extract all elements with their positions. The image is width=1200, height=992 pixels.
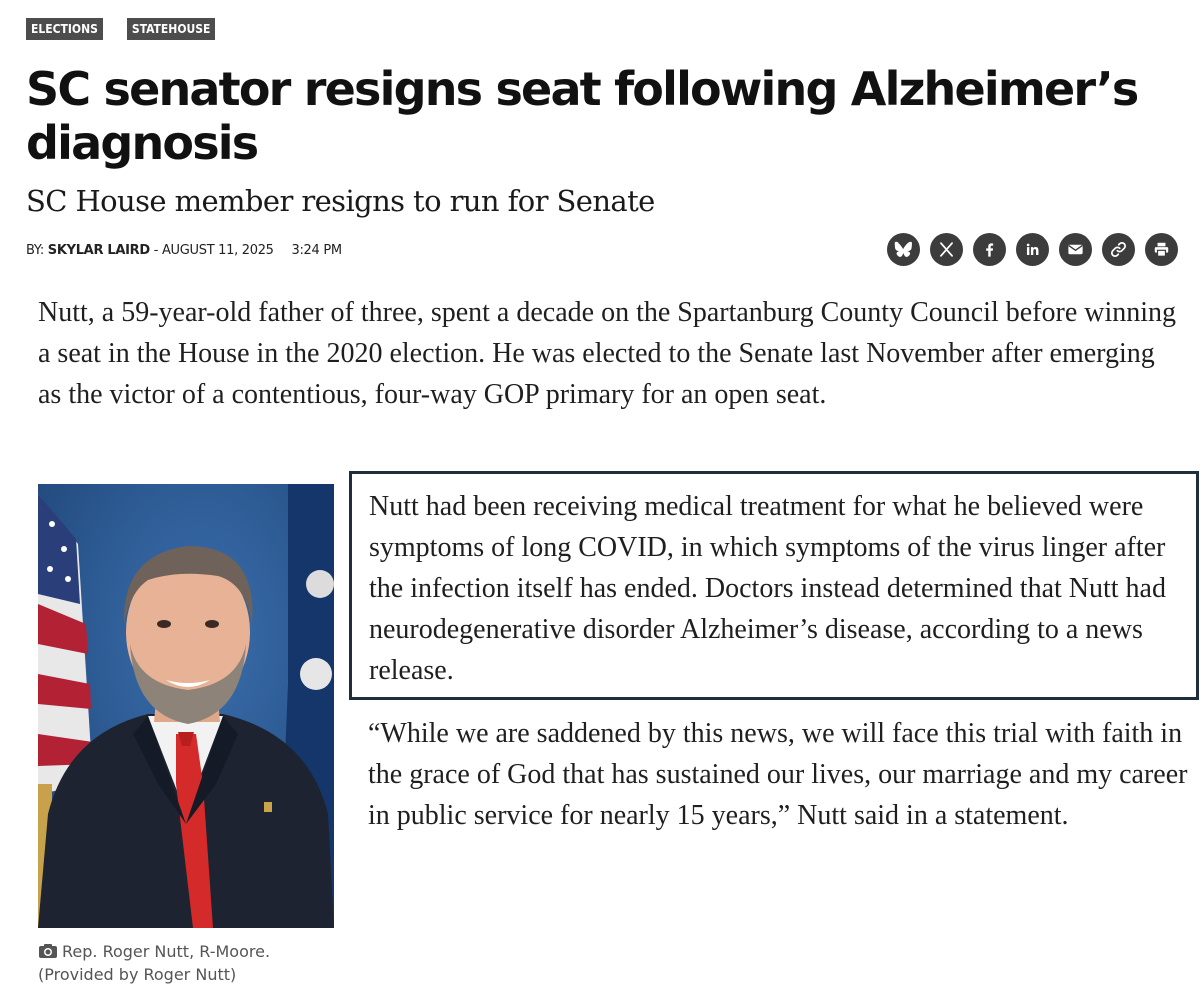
category-tags [26, 18, 215, 40]
linkedin-share-button[interactable] [1016, 233, 1049, 266]
article-headline: SC senator resigns seat following Alzheimer’s diagnosis [26, 62, 1138, 170]
copy-link-button[interactable] [1102, 233, 1135, 266]
paragraph-intro: Nutt, a 59-year-old father of three, spent a decade on the Spartanburg County Council before winning a seat in the House in the 2020 election. He was elected to the Senate last November after emerging as the victor of a contentious, four-way GOP primary for an open seat. [38, 297, 1177, 410]
linkedin-icon [1023, 240, 1042, 259]
photo-caption [38, 940, 270, 986]
tag-elections[interactable]: ELECTIONS [26, 18, 103, 40]
x-icon [937, 240, 956, 259]
byline-date: - AUGUST 11, 2025 [153, 243, 274, 258]
highlighted-callout-box [349, 471, 1199, 700]
byline-time: 3:24 PM [291, 243, 342, 258]
facebook-share-button[interactable] [973, 233, 1006, 266]
email-icon [1066, 240, 1085, 259]
tag-statehouse[interactable]: STATEHOUSE [127, 18, 216, 40]
share-toolbar [887, 233, 1178, 266]
print-icon [1152, 240, 1171, 259]
paragraph-callout: Nutt had been receiving medical treatment for what he believed were symptoms of long COVID, in which symptoms of the virus linger after the infection itself has ended. Doctors instead determined that Nutt had neurodegenerative disorder Alzheimer’s disease, according to a news release. [369, 491, 1166, 686]
paragraph-quote: “While we are saddened by this news, we will face this trial with faith in the grace of God that has sustained our lives, our marriage and my career in public service for nearly 15 years,” Nutt said in a statement. [368, 718, 1188, 831]
camera-icon [38, 943, 58, 959]
byline [26, 241, 342, 261]
email-share-button[interactable] [1059, 233, 1092, 266]
portrait-photo [38, 484, 334, 928]
facebook-icon [980, 240, 999, 259]
bluesky-share-button[interactable] [887, 233, 920, 266]
print-button[interactable] [1145, 233, 1178, 266]
bluesky-icon [894, 240, 913, 259]
article-subheadline: SC House member resigns to run for Senate [26, 184, 655, 218]
byline-prefix: BY: [26, 243, 44, 258]
x-share-button[interactable] [930, 233, 963, 266]
author-link[interactable]: SKYLAR LAIRD [47, 243, 150, 258]
link-icon [1109, 240, 1128, 259]
caption-line-2: (Provided by Roger Nutt) [38, 965, 237, 984]
caption-line-1: Rep. Roger Nutt, R-Moore. [62, 942, 271, 961]
